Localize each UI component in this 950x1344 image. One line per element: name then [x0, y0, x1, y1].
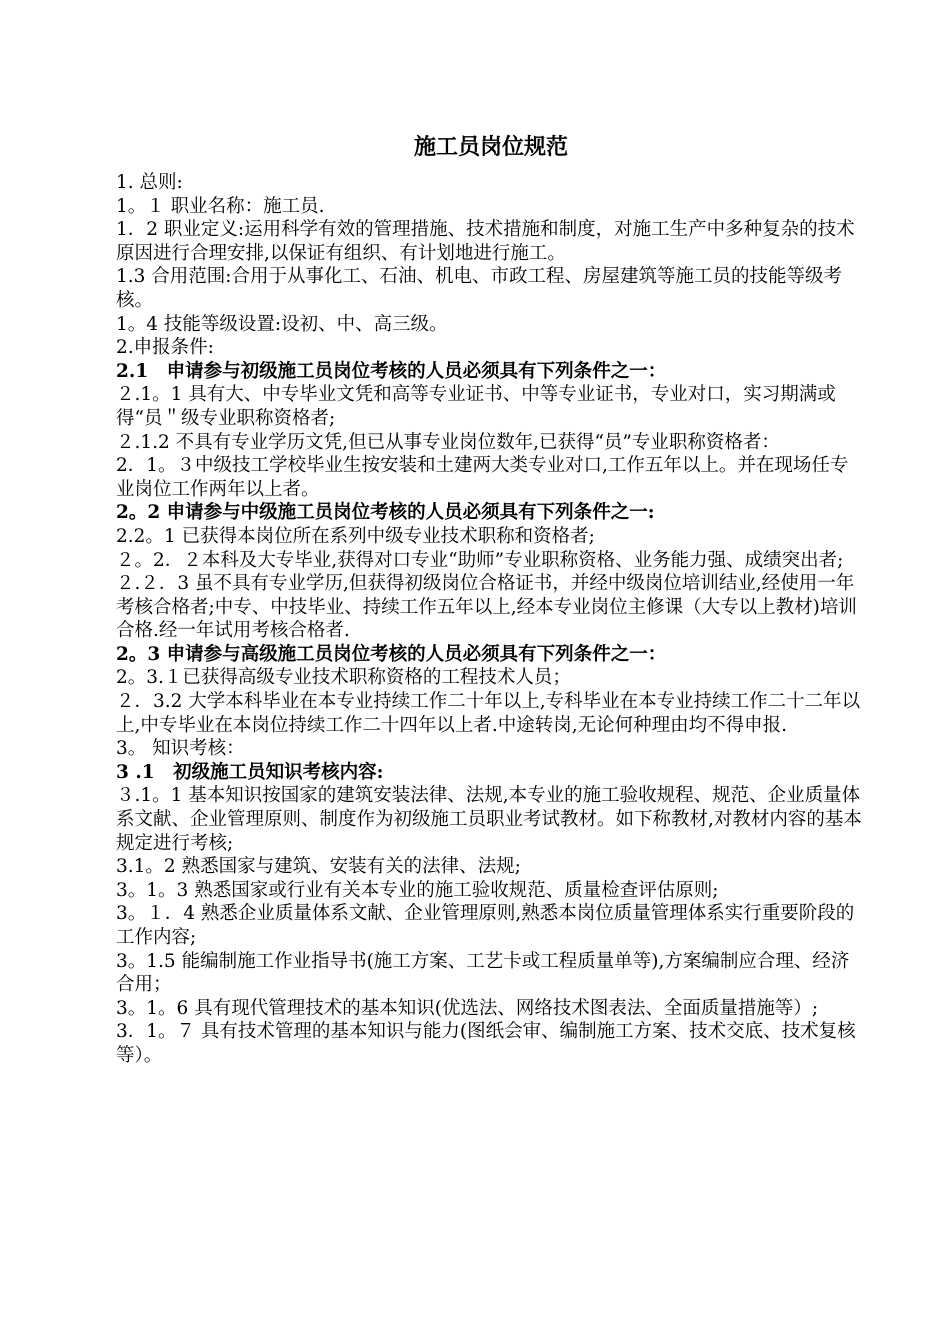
paragraph-line: ２.1.2 不具有专业学历文凭,但已从事专业岗位数年,已获得“员”专业职称资格者：	[116, 431, 780, 453]
document-title: 施工员岗位规范	[413, 134, 568, 160]
subsection-heading: 2。2 申请参与中级施工员岗位考核的人员必须具有下列条件之一:	[116, 502, 655, 524]
section-heading: 1. 总则:	[116, 172, 183, 193]
subsection-heading: 2.1 申请参与初级施工员岗位考核的人员必须具有下列条件之一：	[116, 360, 667, 382]
paragraph-line: 3．1。７ 具有技术管理的基本知识与能力(图纸会审、编制施工方案、技术交底、技术复核等）。	[116, 1021, 856, 1066]
paragraph-line: ２.1。1 具有大、中专毕业文凭和高等专业证书、中等专业证书，专业对口，实习期满或得“员＂级专业职称资格者;	[116, 384, 836, 429]
paragraph-line: 3.1。2 熟悉国家与建筑、安装有关的法律、法规;	[116, 856, 521, 878]
paragraph-line: ２．3.2 大学本科毕业在本专业持续工作二十年以上,专科毕业在本专业持续工作二十二年以上,中专毕业在本岗位持续工作二十四年以上者.中途转岗,无论何种理由均不得申报.	[116, 691, 861, 736]
subsection-heading: 2。3 申请参与高级施工员岗位考核的人员必须具有下列条件之一：	[116, 643, 667, 665]
paragraph-line: 1．2 职业定义:运用科学有效的管理措施、技术措施和制度，对施工生产中多种复杂的技术原因进行合理安排,以保证有组织、有计划地进行施工。	[116, 219, 855, 264]
document-body	[116, 171, 866, 1068]
paragraph-line: 3。1。3 熟悉国家或行业有关本专业的施工验收规范、质量检查评估原则;	[116, 879, 719, 901]
paragraph-line: 2．1。３中级技工学校毕业生按安装和土建两大类专业对口,工作五年以上。并在现场任专业岗位工作两年以上者。	[116, 455, 849, 500]
paragraph-line: 3。１．4 熟悉企业质量体系文献、企业管理原则,熟悉本岗位质量管理体系实行重要阶段的工作内容;	[116, 903, 855, 948]
paragraph-line: ２.２．3 虽不具有专业学历,但获得初级岗位合格证书，并经中级岗位培训结业,经使用一年考核合格者;中专、中技毕业、持续工作五年以上,经本专业岗位主修课（大专以上教材)培训合格.经一年试用考核合格者.	[116, 573, 857, 642]
paragraph-line: 1。4 技能等级设置:设初、中、高三级。	[116, 313, 448, 335]
paragraph-line: 2。3.１已获得高级专业技术职称资格的工程技术人员；	[116, 667, 571, 689]
paragraph-line: 1。１ 职业名称：施工员.	[116, 195, 325, 217]
paragraph-line: 3。1。6 具有现代管理技术的基本知识(优选法、网络技术图表法、全面质量措施等）;	[116, 997, 819, 1019]
section-heading: 2.申报条件:	[116, 337, 214, 359]
paragraph-line: ２。2．２本科及大专毕业,获得对口专业“助师”专业职称资格、业务能力强、成绩突出者;	[116, 549, 844, 571]
subsection-heading: 3 .1 初级施工员知识考核内容:	[116, 761, 384, 783]
paragraph-line: 1.3 合用范围:合用于从事化工、石油、机电、市政工程、房屋建筑等施工员的技能等级考核。	[116, 266, 843, 311]
section-heading: 3。 知识考核：	[116, 738, 245, 760]
paragraph-line: ３.1。1 基本知识按国家的建筑安装法律、法规,本专业的施工验收规程、规范、企业质量体系文献、企业管理原则、制度作为初级施工员职业考试教材。如下称教材,对教材内容的基本规定进行考核;	[116, 785, 862, 854]
paragraph-line: 2.2。1 已获得本岗位所在系列中级专业技术职称和资格者;	[116, 525, 595, 547]
paragraph-line: 3。1.5 能编制施工作业指导书(施工方案、工艺卡或工程质量单等),方案编制应合理、经济合用；	[116, 950, 850, 996]
